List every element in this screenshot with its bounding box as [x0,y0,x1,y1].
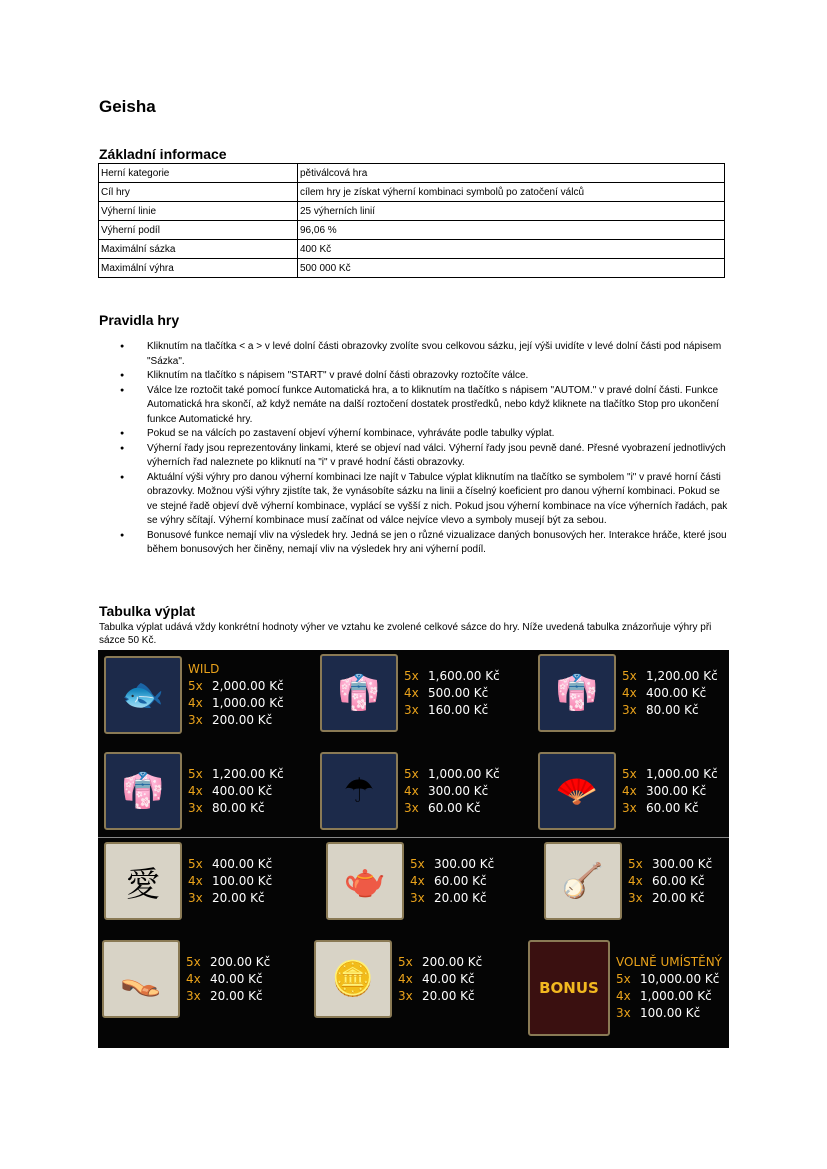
amount: 60.00 Kč [652,873,705,888]
paytable-intro: Tabulka výplat udává vždy konkrétní hodnoty výher ve vztahu ke zvolené celkové sázce do hry. Níže uvedená tabulka znázorňuje výhry při sázce 50 Kč. [99,622,712,646]
pay-line [628,890,712,907]
table-row [99,164,725,183]
multiplier: 4x [404,783,419,798]
pay-line [616,988,722,1005]
fan-icon: 🪭 [538,752,616,830]
amount: 60.00 Kč [646,800,699,815]
amount: 20.00 Kč [422,988,475,1003]
label-cell: Herní kategorie [99,164,298,183]
divider [98,837,729,838]
pay-line [616,1005,722,1022]
amount: 20.00 Kč [652,890,705,905]
value-cell: cílem hry je získat výherní kombinaci symbolů po zatočení válců [298,183,725,202]
rule-item: ● Kliknutím na tlačítko s nápisem "START" v pravé dolní části obrazovky roztočíte válce. [147,369,729,384]
koi-icon: 🐟 [104,656,182,734]
amount: 300.00 Kč [646,783,707,798]
paytable-symbol-coins [314,940,482,1018]
kanji-love-icon: 愛 [104,842,182,920]
multiplier: 4x [628,873,643,888]
amount: 400.00 Kč [212,783,273,798]
teapot-icon: 🫖 [326,842,404,920]
pay-line [188,695,284,712]
multiplier: 3x [404,800,419,815]
multiplier: 4x [186,971,201,986]
amount: 300.00 Kč [434,856,495,871]
section-heading-paytable: Tabulka výplat [99,603,196,619]
amount: 400.00 Kč [646,685,707,700]
pay-line [188,712,284,729]
pay-line [186,954,270,971]
pay-line [186,988,270,1005]
geisha-1-icon: 👘 [320,654,398,732]
paytable-symbol-fan [538,752,718,830]
amount: 1,000.00 Kč [428,766,500,781]
coins-icon: 🪙 [314,940,392,1018]
amount: 1,000.00 Kč [646,766,718,781]
table-row [99,183,725,202]
multiplier: 3x [186,988,201,1003]
multiplier: 3x [188,890,203,905]
table-row [99,221,725,240]
multiplier: 5x [404,668,419,683]
paytable-symbol-geisha-1 [320,654,500,732]
pay-line [404,766,500,783]
amount: 100.00 Kč [212,873,273,888]
rule-item: ● Pokud se na válcích po zastavení objeví výherní kombinace, vyhráváte podle tabulky výplat. [147,427,729,442]
multiplier: 4x [398,971,413,986]
amount: 1,000.00 Kč [212,696,284,710]
section-heading-basic: Základní informace [99,146,227,162]
amount: 300.00 Kč [428,783,489,798]
multiplier: 5x [186,954,201,969]
geisha-2-icon: 👘 [538,654,616,732]
rules-list [99,340,729,558]
pay-line [622,800,718,817]
amount: 20.00 Kč [210,988,263,1003]
paytable-symbol-umbrella [320,752,500,830]
pay-line [622,702,718,719]
rule-item: ● Kliknutím na tlačítka < a > v levé dolní části obrazovky zvolíte svou celkovou sázku, její výši uvidíte v levé dolní části pod nápisem "Sázka". [147,340,729,369]
amount: 60.00 Kč [428,800,481,815]
label-cell: Výherní linie [99,202,298,221]
label-cell: Maximální sázka [99,240,298,259]
multiplier: 5x [616,972,631,986]
rule-item: ● Výherní řady jsou reprezentovány linkami, které se objeví nad válci. Výherní řady jsou pevně dané. Přesné vyobrazení jednotlivých výherních řad naleznete po kliknutí na "i" v pravé hodní části obrazovky. [147,442,729,471]
value-cell: 25 výherních linií [298,202,725,221]
pay-line [188,678,284,695]
table-row [99,202,725,221]
amount: 80.00 Kč [212,800,265,815]
multiplier: 4x [188,783,203,798]
basic-info-table [98,163,725,278]
paytable-symbol-shamisen [544,842,712,920]
pay-line [186,971,270,988]
multiplier: 3x [616,1006,631,1020]
label-cell: Cíl hry [99,183,298,202]
pay-line [404,668,500,685]
multiplier: 3x [622,800,637,815]
multiplier: 4x [410,873,425,888]
pay-line [628,873,712,890]
label-cell: Výherní podíl [99,221,298,240]
geisha-3-icon: 👘 [104,752,182,830]
multiplier: 5x [398,954,413,969]
paytable-image [98,650,729,1048]
pay-line [628,856,712,873]
amount: 2,000.00 Kč [212,679,284,693]
multiplier: 5x [410,856,425,871]
multiplier: 4x [616,989,631,1003]
multiplier: 4x [622,783,637,798]
multiplier: 5x [188,679,203,693]
value-cell: 500 000 Kč [298,259,725,278]
amount: 1,200.00 Kč [212,766,284,781]
symbol-title: VOLNĚ UMÍSTĚNÝ [616,955,723,969]
paytable-symbol-bonus [528,940,722,1036]
section-heading-rules: Pravidla hry [99,312,180,328]
multiplier: 4x [188,873,203,888]
multiplier: 4x [404,685,419,700]
paytable-symbol-kanji-love [104,842,272,920]
amount: 80.00 Kč [646,702,699,717]
pay-line [404,800,500,817]
multiplier: 5x [188,856,203,871]
multiplier: 5x [628,856,643,871]
pay-line [404,685,500,702]
amount: 100.00 Kč [640,1006,701,1020]
amount: 20.00 Kč [434,890,487,905]
pay-line [410,873,494,890]
value-cell: 400 Kč [298,240,725,259]
bonus-icon: BONUS [528,940,610,1036]
pay-line [410,890,494,907]
pay-line [188,766,284,783]
rule-item: ● Bonusové funkce nemají vliv na výsledek hry. Jedná se jen o různé vizualizace daných bonusových her. Interakce hráče, které jsou během bonusových her činěny, nemají vliv na výsledek hry ani výherní podíl. [147,529,729,558]
rule-item: ● Aktuální výši výhry pro danou výherní kombinaci lze najít v Tabulce výplat kliknutím na tlačítko se symbolem "i" v pravé horní části obrazovky. Možnou výši výhry zjistíte tak, že vynásobíte sázku na linii a číselný koeficient pro danou výherní kombinaci. Pokud se ve stejné řadě objeví dvě výherní kombinace, vyplácí se vyšší z nich. Pokud jsou výherní kombinace na více výherních řadách, pak se výhry sčítají. Výherní kombinace musí začínat od válce nejvíce vlevo a symboly musejí být za sebou. [147,471,729,529]
amount: 200.00 Kč [422,954,483,969]
multiplier: 3x [410,890,425,905]
amount: 200.00 Kč [210,954,271,969]
amount: 40.00 Kč [422,971,475,986]
amount: 1,200.00 Kč [646,668,718,683]
pay-line [404,783,500,800]
multiplier: 3x [622,702,637,717]
pay-line [188,800,284,817]
umbrella-icon: ☂ [320,752,398,830]
paytable-symbol-geisha-2 [538,654,718,732]
rule-item: ● Válce lze roztočit také pomocí funkce Automatická hra, a to kliknutím na tlačítko s nápisem "AUTOM." v pravé dolní části. Funkce Automatická hra skončí, až když nemáte na další roztočení dostatek prostředků, nebo když kliknete na tlačítko Stop pro ukončení funkce Automatické hry. [147,384,729,428]
paytable-symbol-geisha-3 [104,752,284,830]
amount: 1,600.00 Kč [428,668,500,683]
paytable-symbol-teapot [326,842,494,920]
pay-line [622,766,718,783]
multiplier: 5x [622,668,637,683]
value-cell: pětiválcová hra [298,164,725,183]
page-title: Geisha [99,97,156,116]
pay-line [622,685,718,702]
amount: 1,000.00 Kč [640,989,712,1003]
pay-line [616,971,722,988]
amount: 200.00 Kč [212,713,273,727]
amount: 300.00 Kč [652,856,713,871]
multiplier: 5x [622,766,637,781]
multiplier: 3x [398,988,413,1003]
value-cell: 96,06 % [298,221,725,240]
sandals-icon: 👡 [102,940,180,1018]
pay-line [622,668,718,685]
amount: 10,000.00 Kč [640,972,720,986]
pay-line [188,890,272,907]
multiplier: 4x [622,685,637,700]
pay-line [398,988,482,1005]
pay-line [398,971,482,988]
amount: 20.00 Kč [212,890,265,905]
table-row [99,240,725,259]
shamisen-icon: 🪕 [544,842,622,920]
amount: 40.00 Kč [210,971,263,986]
pay-line [188,856,272,873]
pay-line [404,702,500,719]
pay-line [622,783,718,800]
multiplier: 4x [188,696,203,710]
pay-line [410,856,494,873]
symbol-title: WILD [188,662,220,676]
amount: 400.00 Kč [212,856,273,871]
paytable-symbol-koi [104,656,284,734]
label-cell: Maximální výhra [99,259,298,278]
multiplier: 3x [188,800,203,815]
paytable-symbol-sandals [102,940,270,1018]
multiplier: 5x [404,766,419,781]
amount: 160.00 Kč [428,702,489,717]
pay-line [398,954,482,971]
multiplier: 5x [188,766,203,781]
multiplier: 3x [628,890,643,905]
pay-line [188,783,284,800]
multiplier: 3x [404,702,419,717]
pay-line [188,873,272,890]
multiplier: 3x [188,713,203,727]
amount: 500.00 Kč [428,685,489,700]
table-row [99,259,725,278]
amount: 60.00 Kč [434,873,487,888]
